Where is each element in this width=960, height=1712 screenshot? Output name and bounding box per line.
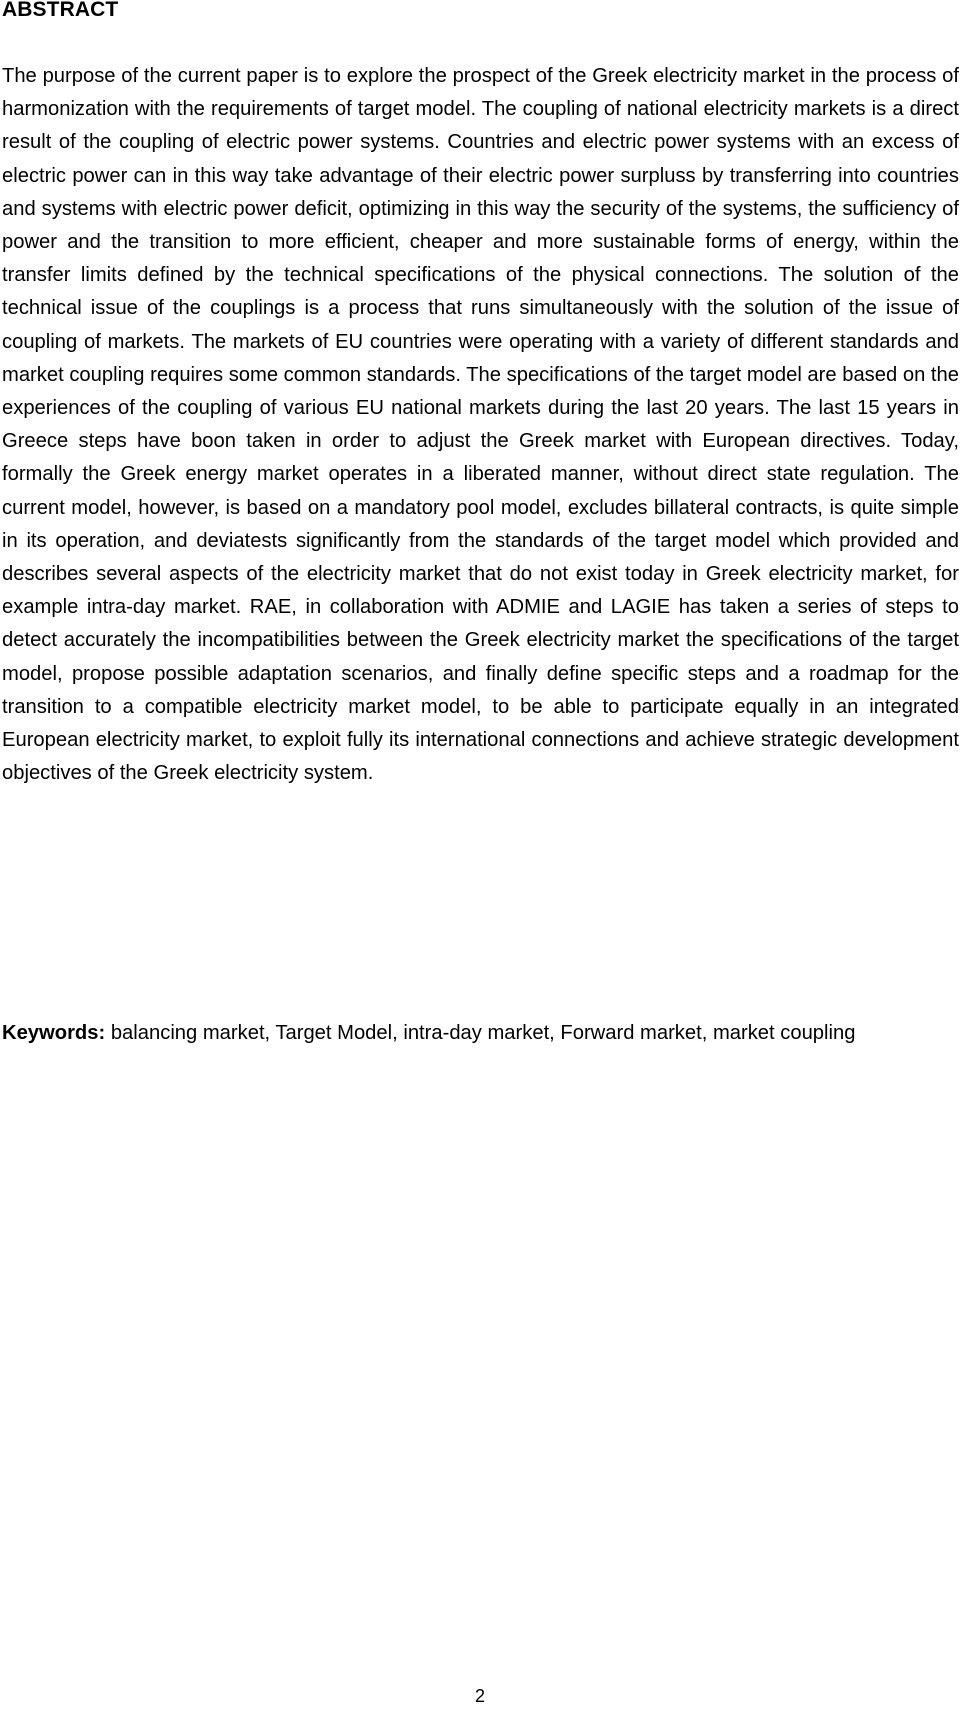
abstract-paragraph: The purpose of the current paper is to explore the prospect of the Greek electricity market in the process of harmonization with the requirements of target model. The coupling of national electricity markets is a direct result of the coupling of electric power systems. Countries and electric power systems with an excess of electric power can in this way take advantage of their electric power surpluss by transferring into countries and systems with electric power deficit, optimizing in this way the security of the systems, the sufficiency of power and the transition to more efficient, cheaper and more sustainable forms of energy, within the transfer limits defined by the technical specifications of the physical connections. The solution of the technical issue of the couplings is a process that runs simultaneously with the solution of the issue of coupling of markets. The markets of EU countries were operating with a variety of different standards and market coupling requires some common standards. The specifications of the target model are based on the experiences of the coupling of various EU national markets during the last 20 years. The last 15 years in Greece steps have boon taken in order to adjust the Greek market with European directives. Today, formally the Greek energy market operates in a liberated manner, without direct state regulation. The current model, however, is based on a mandatory pool model, excludes billateral contracts, is quite simple in its operation, and deviatests significantly from the standards of the target model which provided and describes several aspects of the electricity market that do not exist today in Greek electricity market, for example intra-day market. RAE, in collaboration with ADMIE and LAGIE has taken a series of steps to detect accurately the incompatibilities between the Greek electricity market the specifications of the target model, propose possible adaptation scenarios, and finally define specific steps and a roadmap for the transition to a compatible electricity market model, to be able to participate equally in an integrated European electricity market, to exploit fully its international connections and achieve strategic development objectives of the Greek electricity system. [2,65,959,785]
keywords-label: Keywords: [2,1022,106,1044]
page-number: 2 [474,1686,485,1706]
keywords-list: balancing market, Target Model, intra-day market, Forward market, market coupling [105,1022,856,1044]
abstract-heading: ABSTRACT [2,0,119,21]
keywords-paragraph [2,1017,959,1050]
